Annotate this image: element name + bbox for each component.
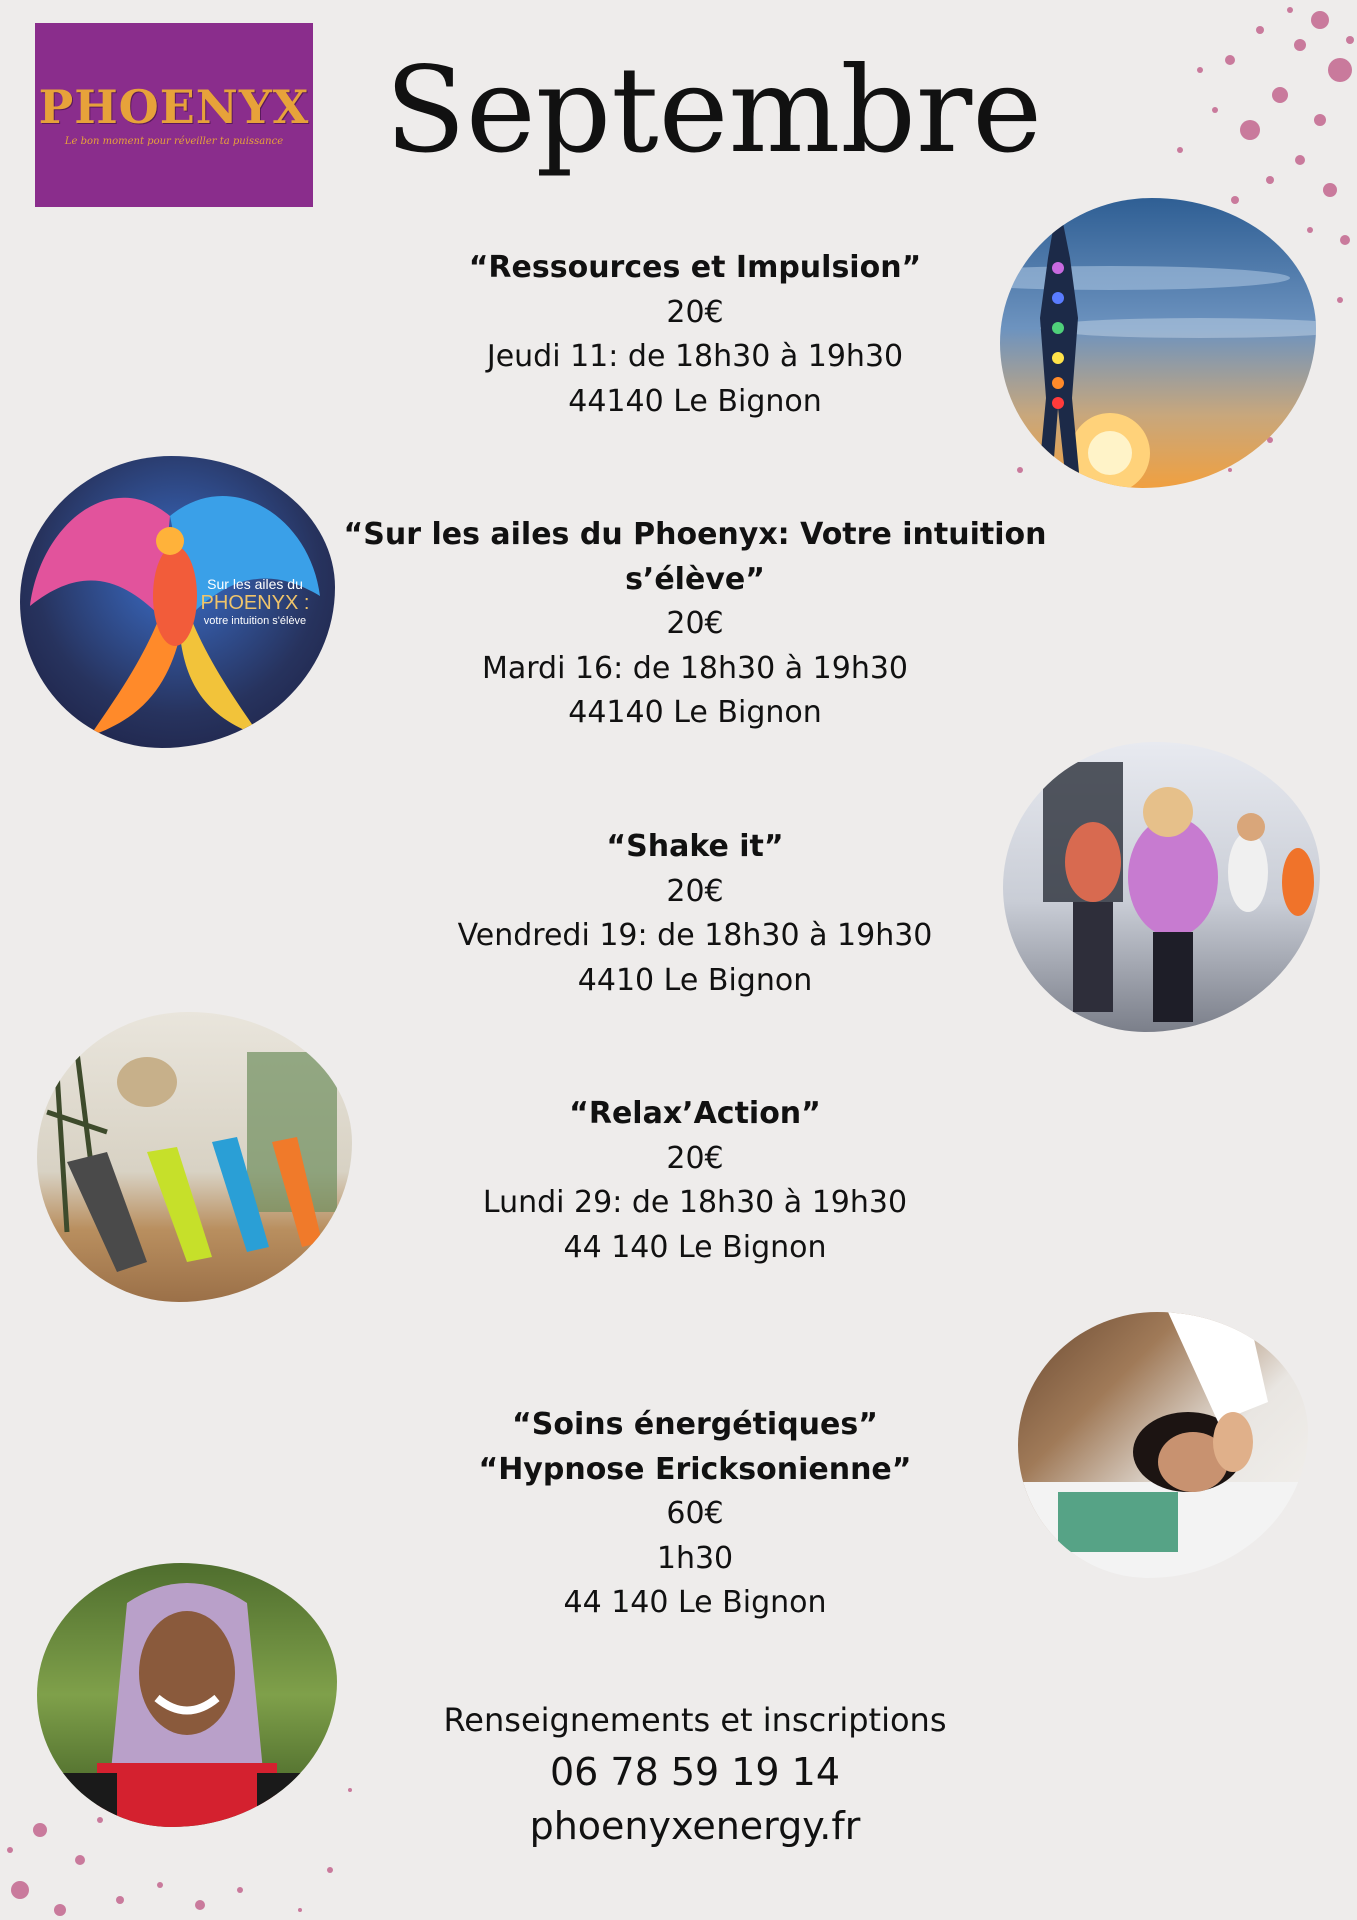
energy-care-photo: [1018, 1312, 1308, 1578]
caption-line2: PHOENYX :: [200, 592, 310, 614]
dance-class-photo: [1003, 742, 1320, 1032]
caption-line1: Sur les ailes du: [207, 576, 303, 592]
phoenix-illustration: [20, 456, 335, 748]
event-place: 44 140 Le Bignon: [563, 1229, 827, 1265]
event-price: 20€: [666, 1140, 724, 1176]
event-date: Vendredi 19: de 18h30 à 19h30: [457, 918, 933, 953]
event-title-line1: “Soins énergétiques”: [512, 1407, 878, 1442]
event-sur-les-ailes: [340, 513, 1050, 736]
event-duration: 1h30: [656, 1540, 734, 1576]
phoenix-image-caption: [175, 576, 335, 627]
page-title: Septembre: [385, 41, 1043, 179]
event-soins-hypnose: [340, 1403, 1050, 1626]
event-price: 60€: [666, 1496, 724, 1531]
event-place: 44140 Le Bignon: [568, 695, 822, 730]
phoenyx-logo: [35, 23, 313, 207]
event-title: “Relax’Action”: [569, 1096, 821, 1131]
event-ressources: [340, 246, 1050, 424]
relax-room-photo: [37, 1012, 352, 1302]
event-date: Lundi 29: de 18h30 à 19h30: [482, 1185, 908, 1220]
event-place: 44140 Le Bignon: [568, 383, 822, 419]
logo-tagline: Le bon moment pour réveiller ta puissance: [64, 135, 284, 147]
event-date: Jeudi 11: de 18h30 à 19h30: [486, 339, 904, 374]
event-price: 20€: [666, 606, 724, 641]
event-place: 44 140 Le Bignon: [563, 1585, 827, 1620]
event-relax-action: [340, 1092, 1050, 1270]
event-title: “Shake it”: [606, 829, 784, 864]
contact-website[interactable]: phoenyxenergy.fr: [529, 1804, 861, 1848]
event-date: Mardi 16: de 18h30 à 19h30: [481, 650, 909, 686]
caption-line3: votre intuition s'élève: [203, 615, 307, 627]
event-place: 4410 Le Bignon: [577, 962, 813, 998]
event-price: 20€: [666, 294, 724, 330]
contact-block: [380, 1695, 1010, 1853]
logo-wordmark: PHOENYX: [38, 79, 310, 134]
event-title-line1: “Sur les ailes du Phoenyx: Votre intuition: [343, 517, 1047, 552]
contact-phone[interactable]: 06 78 59 19 14: [549, 1750, 841, 1794]
event-shake-it: [340, 825, 1050, 1003]
event-title: “Ressources et Impulsion”: [468, 250, 922, 285]
event-title-line2: “Hypnose Ericksonienne”: [478, 1451, 912, 1487]
event-price: 20€: [666, 873, 724, 909]
event-title-line2: s’élève”: [625, 561, 765, 597]
contact-label: Renseignements et inscriptions: [443, 1701, 947, 1739]
